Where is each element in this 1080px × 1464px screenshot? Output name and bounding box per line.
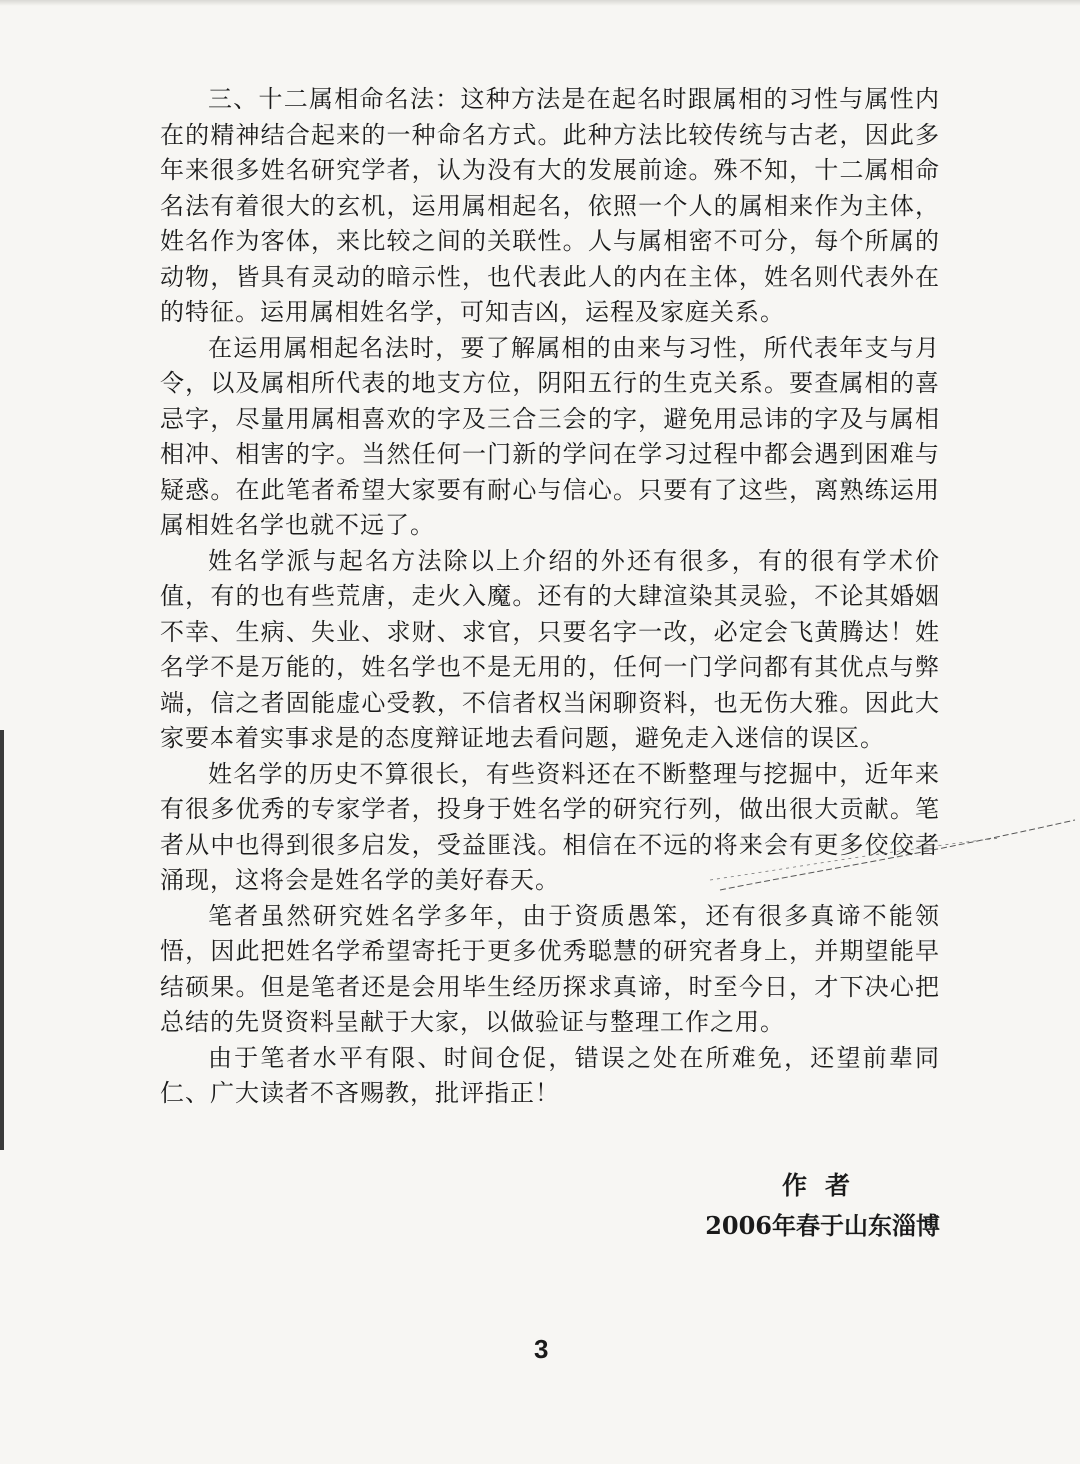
author-signature: 作者: [781, 1171, 868, 1200]
paragraph-6: 由于笔者水平有限、时间仓促，错误之处在所难免，还望前辈同仁、广大读者不吝赐教，批评指正！: [160, 1043, 940, 1107]
paragraph-3: 姓名学派与起名方法除以上介绍的外还有很多，有的很有学术价值，有的也有些荒唐，走火入魔。还有的大肆渲染其灵验，不论其婚姻不幸、生病、失业、求财、求官，只要名字一改，必定会飞黄腾达！姓名学不是万能的，姓名学也不是无用的，任何一门学问都有其优点与弊端，信之者固能虚心受教，不信者权当闲聊资料，也无伤大雅。因此大家要本着实事求是的态度辩证地去看问题，避免走入迷信的误区。: [160, 546, 940, 752]
body-text: [160, 82, 940, 1112]
signature-date: 2006年春于山东淄博: [705, 1211, 940, 1240]
paragraph-1: 三、十二属相命名法：这种方法是在起名时跟属相的习性与属性内在的精神结合起来的一种命名方式。此种方法比较传统与古老，因此多年来很多姓名研究学者，认为没有大的发展前途。殊不知，十二属相命名法有着很大的玄机，运用属相起名，依照一个人的属相来作为主体，姓名作为客体，来比较之间的关联性。人与属相密不可分，每个所属的动物，皆具有灵动的暗示性，也代表此人的内在主体，姓名则代表外在的特征。运用属相姓名学，可知吉凶，运程及家庭关系。: [160, 85, 940, 326]
pencil-scribble-mark: [700, 810, 1080, 900]
paragraph-4: 姓名学的历史不算很长，有些资料还在不断整理与挖掘中，近年来有很多优秀的专家学者，投身于姓名学的研究行列，做出很大贡献。笔者从中也得到很多启发，受益匪浅。相信在不远的将来会有更多佼佼者涌现，这将会是姓名学的美好春天。: [160, 759, 940, 894]
scan-top-shadow: [0, 0, 1080, 6]
paragraph-2: 在运用属相起名法时，要了解属相的由来与习性，所代表年支与月令，以及属相所代表的地支方位，阴阳五行的生克关系。要查属相的喜忌字，尽量用属相喜欢的字及三合三会的字，避免用忌讳的字及与属相相冲、相害的字。当然任何一门新的学问在学习过程中都会遇到困难与疑惑。在此笔者希望大家要有耐心与信心。只要有了这些，离熟练运用属相姓名学也就不远了。: [160, 333, 940, 539]
paragraph-5: 笔者虽然研究姓名学多年，由于资质愚笨，还有很多真谛不能领悟，因此把姓名学希望寄托于更多优秀聪慧的研究者身上，并期望能早结硕果。但是笔者还是会用毕生经历探求真谛，时至今日，才下决心把总结的先贤资料呈献于大家，以做验证与整理工作之用。: [160, 901, 940, 1036]
scan-left-edge: [0, 730, 4, 1150]
page-number: 3: [534, 1334, 549, 1364]
